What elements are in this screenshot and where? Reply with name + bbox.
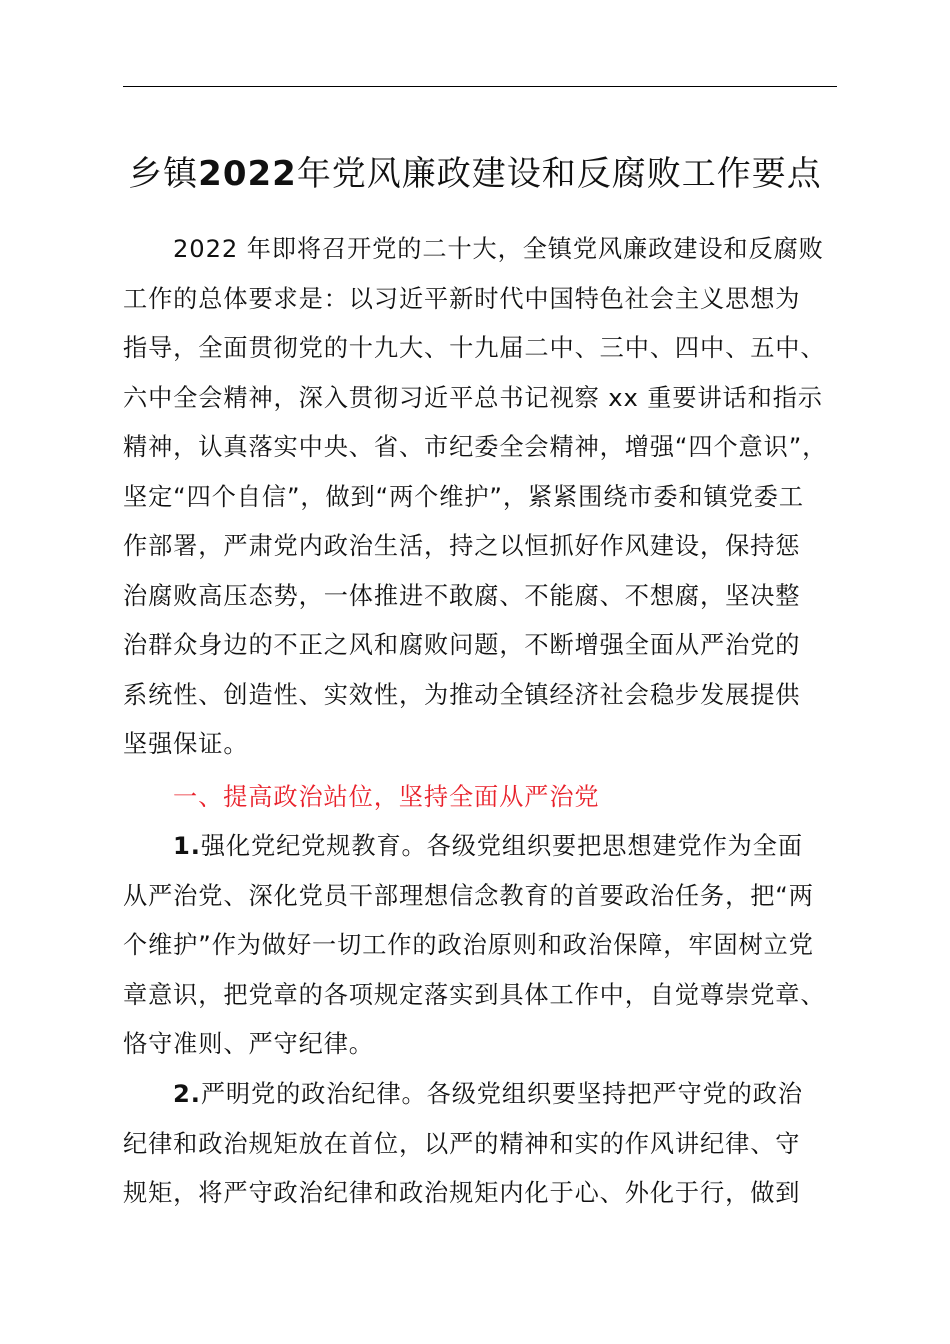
intro-line: 2022 年即将召开党的二十大，全镇党风廉政建设和反腐败 bbox=[173, 235, 824, 263]
intro-line: 精神，认真落实中央、省、市纪委全会精神，增强“四个意识”， bbox=[123, 433, 828, 461]
item-line bbox=[123, 1070, 845, 1120]
intro-line: 治腐败高压态势，一体推进不敢腐、不能腐、不想腐，坚决整 bbox=[123, 581, 801, 610]
intro-line: 指导，全面贯彻党的十九大、十九届二中、三中、四中、五中、 bbox=[123, 334, 826, 362]
intro-line: 坚定“四个自信”，做到“两个维护”，紧紧围绕市委和镇党委工 bbox=[123, 482, 804, 511]
item-1-paragraph bbox=[123, 822, 845, 1070]
item-number: 1. bbox=[173, 832, 201, 860]
header-rule bbox=[123, 86, 837, 87]
item-line: 个维护”作为做好一切工作的政治原则和政治保障，牢固树立党 bbox=[123, 931, 814, 959]
intro-line: 治群众身边的不正之风和腐败问题，不断增强全面从严治党的 bbox=[123, 631, 801, 659]
item-text: 严明党的政治纪律。各级党组织要坚持把严守党的政治 bbox=[200, 1080, 803, 1108]
item-line: 规矩，将严守政治纪律和政治规矩内化于心、外化于行，做到 bbox=[123, 1179, 801, 1207]
intro-line: 六中全会精神，深入贯彻习近平总书记视察 xx 重要讲话和指示 bbox=[123, 383, 823, 412]
item-line: 纪律和政治规矩放在首位，以严的精神和实的作风讲纪律、守 bbox=[123, 1129, 801, 1158]
title-suffix: 年党风廉政建设和反腐败工作要点 bbox=[296, 154, 822, 194]
intro-line: 作部署，严肃党内政治生活，持之以恒抓好作风建设，保持惩 bbox=[123, 532, 801, 560]
intro-paragraph bbox=[123, 225, 845, 770]
document-title bbox=[100, 150, 850, 198]
item-line: 恪守准则、严守纪律。 bbox=[123, 1030, 374, 1058]
item-number: 2. bbox=[173, 1080, 201, 1108]
item-line: 章意识，把党章的各项规定落实到具体工作中，自觉尊崇党章、 bbox=[123, 980, 826, 1009]
item-text: 强化党纪党规教育。各级党组织要把思想建党作为全面 bbox=[200, 832, 803, 860]
intro-line: 工作的总体要求是：以习近平新时代中国特色社会主义思想为 bbox=[123, 284, 801, 313]
intro-line: 系统性、创造性、实效性，为推动全镇经济社会稳步发展提供 bbox=[123, 680, 801, 709]
section-heading: 一、提高政治站位，坚持全面从严治党 bbox=[173, 783, 600, 811]
item-line: 从严治党、深化党员干部理想信念教育的首要政治任务，把“两 bbox=[123, 881, 814, 910]
item-line bbox=[123, 822, 845, 872]
item-2-paragraph bbox=[123, 1070, 845, 1219]
title-year: 2022 bbox=[198, 154, 297, 194]
intro-line: 坚强保证。 bbox=[123, 730, 249, 758]
title-prefix: 乡镇 bbox=[128, 154, 199, 194]
